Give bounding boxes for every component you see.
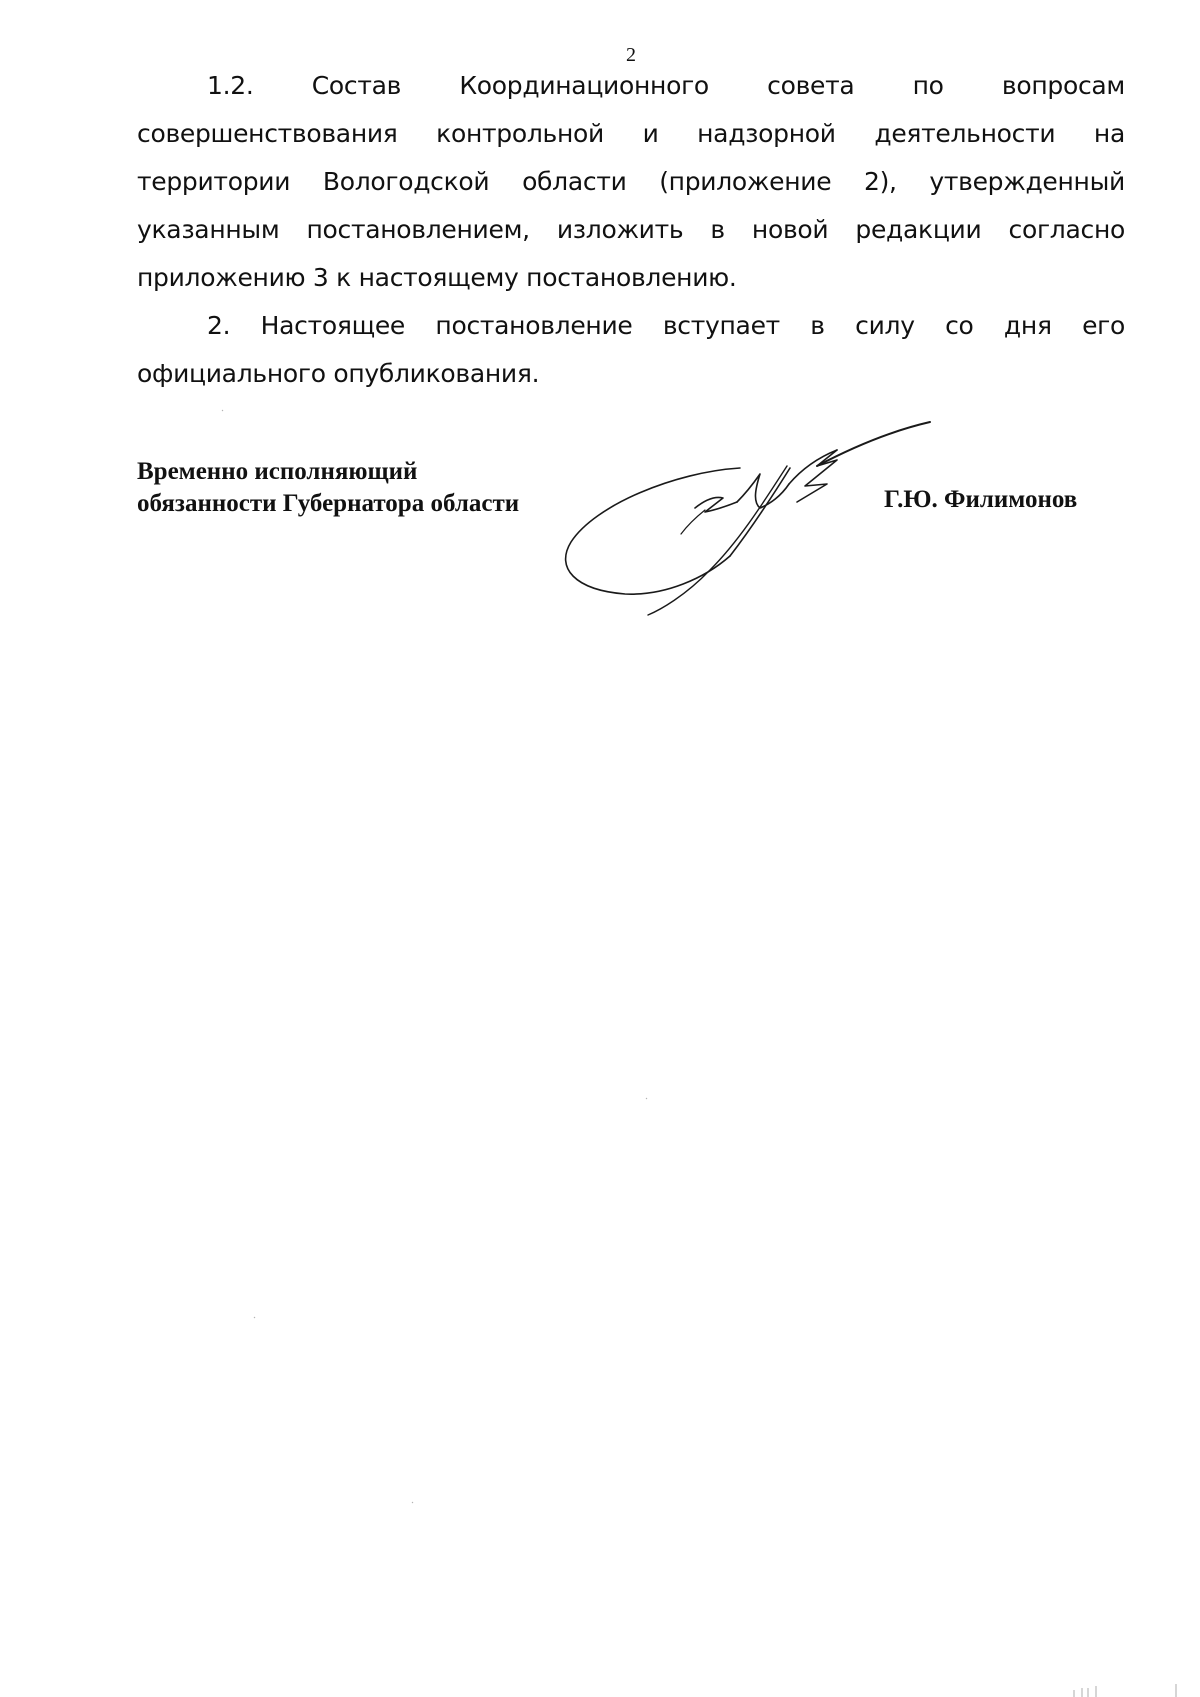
signer-name: Г.Ю. Филимонов — [884, 486, 1078, 513]
paragraph-2: 2. Настоящее постановление вступает в силу со дня его официального опубликования. — [137, 311, 1125, 388]
signer-position-line-2: обязанности Губернатора области — [137, 490, 520, 517]
page-number: 2 — [626, 44, 636, 66]
signer-position — [137, 456, 519, 520]
paragraph-1-2: 1.2. Состав Координационного совета по вопросам совершенствования контрольной и надзорной деятельности на территории Вологодской области (приложение 2), утвержденный указанным постановлением, изложить в новой редакции согласно приложению 3 к настоящему постановлению. — [137, 71, 1125, 292]
signer-position-line-1: Временно исполняющий — [137, 458, 418, 485]
document-body — [137, 62, 1125, 398]
